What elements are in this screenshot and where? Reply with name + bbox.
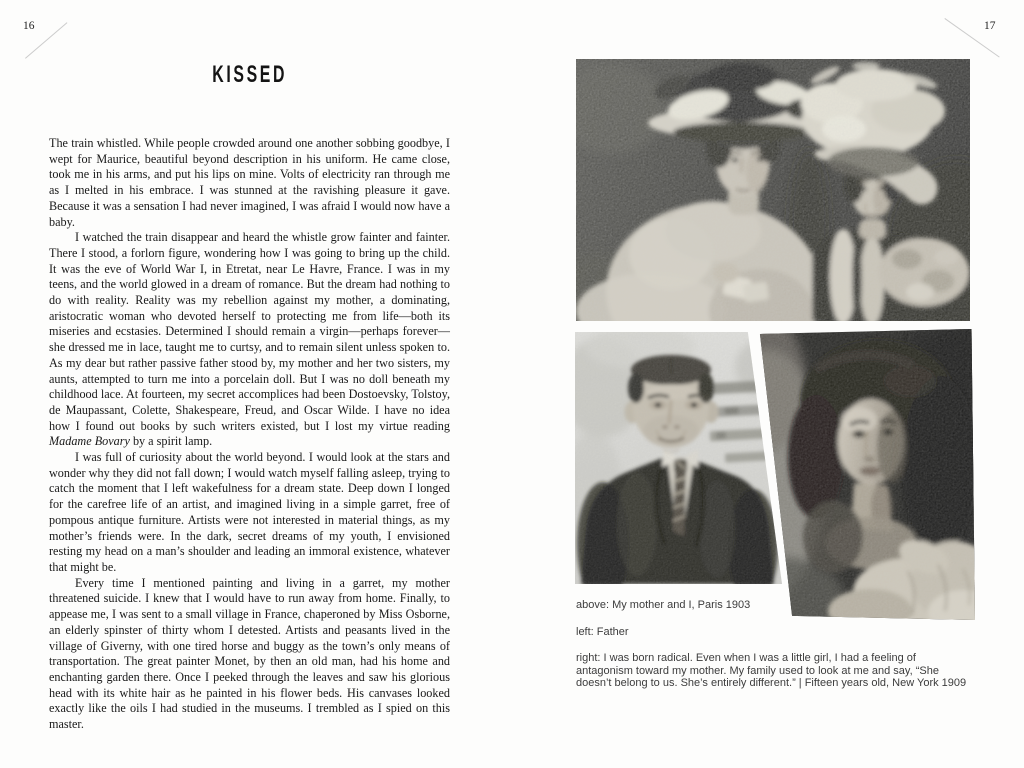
photo-mother-and-daughter — [576, 59, 970, 321]
fifteen-year-old-photo-art — [758, 329, 975, 620]
mother-and-daughter-photo-art — [576, 59, 970, 321]
photo-caption: left: Father — [576, 625, 629, 638]
photo-caption: right: I was born radical. Even when I was a little girl, I had a feeling of antagonism toward my mother. My family used to look at me and say, “She doesn’t belong to us. She’s entirely different.” | Fifteen years old, New York 1909 — [576, 652, 967, 689]
chapter-title-text: KISSED — [212, 61, 287, 88]
photo-father — [575, 332, 782, 584]
photo-fifteen-year-old — [758, 329, 975, 620]
chapter-title — [49, 53, 450, 90]
body-paragraph: I was full of curiosity about the world beyond. I would look at the stars and wonder why they did not fall down; I would watch myself falling asleep, trying to catch the moment that I left wakefulness for a dream state. Deep down I longed for the carefree life of an artist, and imagined living in a simple garret, free of pompous antique furniture. Artists were not interested in material things, as my mother’s friends were. In the dark, secret dreams of my youth, I envisioned resting my head on a man’s shoulder and leading an immoral existence, whatever that might be. — [49, 450, 450, 574]
body-paragraph: I watched the train disappear and heard the whistle grow fainter and fainter. There I stood, a forlorn figure, wondering how I was going to bring up the child. It was the eve of World War I, in Etretat, near Le Havre, France. I was in my teens, and the world glowed in a dream of romance. But the dream had nothing to do with reality. Reality was my rebellion against my mother, a dominating, aristocratic woman who devoted herself to protecting me from life—both its miseries and ecstasies. Determined I should remain a virgin—perhaps forever—she dressed me in lace, taught me to curtsy, and to remain silent unless spoken to. As my dear but rather passive father stood by, my mother and her two sisters, my aunts, attempted to turn me into a porcelain doll. But I was no doll beneath my childhood lace. At fourteen, my secret accomplices had been Dostoevsky, Tolstoy, de Maupassant, Colette, Shakespeare, Freud, and Oscar Wilde. I have no idea how I found out books by such writers existed, but I lost my virtue reading Madame Bovary by a spirit lamp. — [49, 230, 450, 449]
page-number-right: 17 — [984, 20, 996, 32]
photo-caption: above: My mother and I, Paris 1903 — [576, 599, 751, 611]
photo-captions — [576, 599, 968, 704]
father-photo-art — [575, 332, 782, 584]
body-paragraph: Every time I mentioned painting and living in a garret, my mother threatened suicide. I knew that I would have to run away from home. Finally, to appease me, I was sent to a small village in France, chaperoned by Miss Osborne, an elderly spinster of thirty whom I detested. Artists and peasants lived in the village of Giverny, with one tired horse and buggy as the town’s only means of transportation. The great painter Monet, by then an old man, had his home and enchanting garden there. Once I peeked through the leaves and saw his glorious head with its white hair as he painted in his flower beds. His canvases looked exactly like the oils I had studied in the museums. I trembled as I spied on this master. — [49, 575, 450, 732]
chapter-body — [49, 136, 450, 733]
page-number-left: 16 — [23, 20, 35, 32]
body-paragraph: The train whistled. While people crowded around one another sobbing goodbye, I wept for Maurice, beautiful beyond description in his uniform. He came close, took me in his arms, and put his lips on mine. Volts of electricity ran through me as I melted in his embrace. I was stunned at the ravishing pleasure it gave. Because it was a sensation I had never imagined, I was afraid I would now have a baby. — [49, 136, 450, 229]
